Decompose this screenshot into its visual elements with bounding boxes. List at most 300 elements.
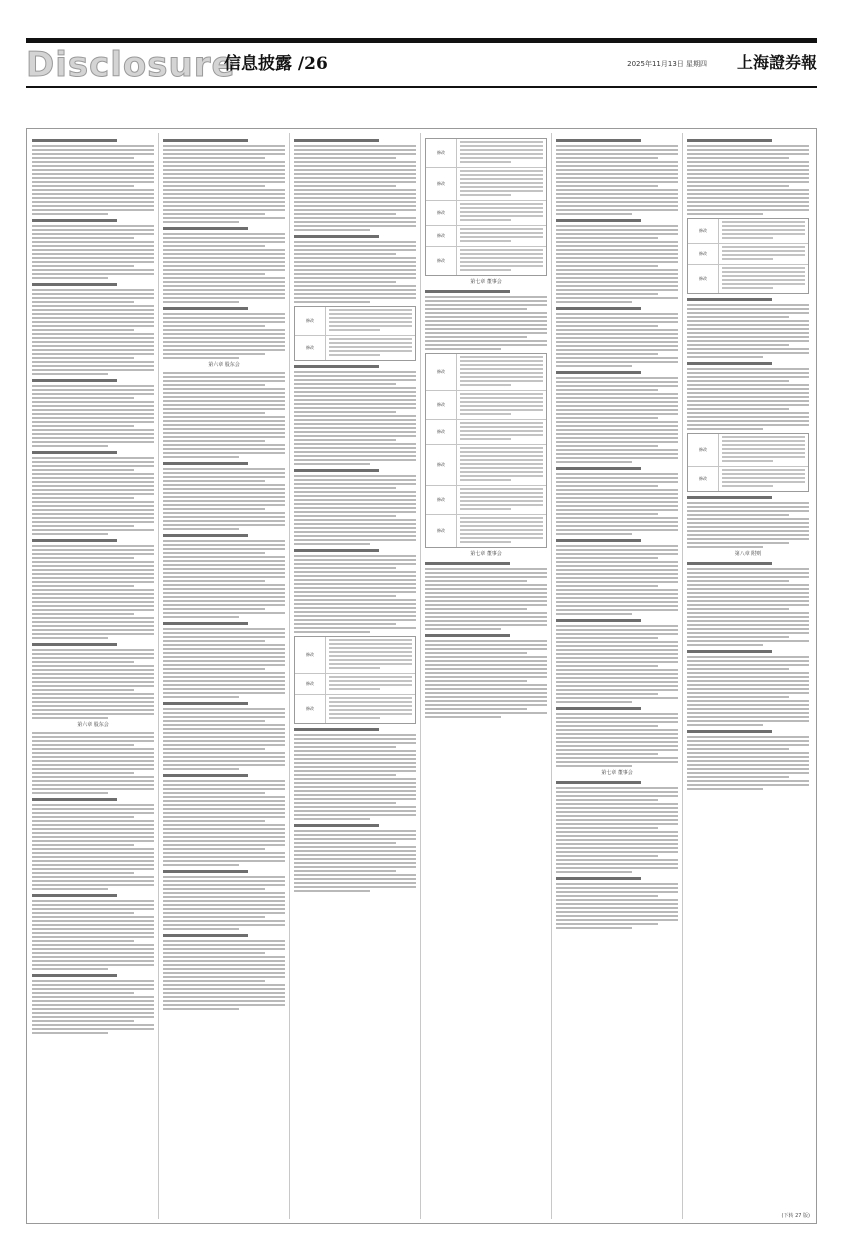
text-line [425, 660, 547, 662]
table-cell [457, 515, 546, 547]
text-line [460, 141, 543, 143]
text-line [460, 207, 543, 209]
text-line [425, 712, 547, 714]
text-line [163, 468, 285, 470]
text-line [32, 149, 154, 151]
text-line [687, 748, 789, 750]
text-line [556, 725, 658, 727]
text-line [556, 477, 678, 479]
text-line [687, 316, 789, 318]
text-line [329, 346, 412, 348]
text-line [32, 433, 154, 435]
text-line [722, 250, 805, 252]
text-line [687, 688, 809, 690]
text-line [460, 157, 543, 159]
text-line [687, 420, 809, 422]
text-line [294, 882, 416, 884]
text-line [425, 668, 547, 670]
text-line [687, 526, 809, 528]
text-line [163, 508, 265, 510]
text-line [460, 422, 543, 424]
text-line [163, 768, 239, 770]
text-line [163, 428, 285, 430]
text-line [687, 680, 809, 682]
text-line [294, 738, 416, 740]
table-row [295, 674, 415, 695]
text-line [32, 397, 134, 399]
text-line [32, 784, 154, 786]
text-line [687, 676, 809, 678]
text-line [687, 768, 809, 770]
clause-heading [556, 539, 641, 542]
text-line [294, 830, 416, 832]
text-line [556, 581, 678, 583]
text-line [722, 254, 805, 256]
text-line [556, 649, 678, 651]
text-line [163, 840, 285, 842]
text-line [460, 186, 543, 188]
text-line [556, 193, 678, 195]
section-brand: Disclosure [26, 45, 236, 85]
text-line [460, 170, 543, 172]
text-line [294, 379, 416, 381]
table-row [295, 695, 415, 723]
text-line [32, 908, 154, 910]
text-line [556, 765, 632, 767]
clause-heading [294, 235, 379, 238]
text-line [294, 563, 416, 565]
text-line [163, 824, 285, 826]
text-line [163, 408, 285, 410]
text-line [460, 401, 543, 403]
text-line [556, 473, 678, 475]
text-line [163, 372, 285, 374]
text-line [687, 580, 789, 582]
text-line [163, 568, 285, 570]
text-line [163, 816, 285, 818]
text-line [163, 153, 285, 155]
text-line [294, 854, 416, 856]
text-line [556, 413, 678, 415]
table-row-label: 修改 [426, 247, 457, 275]
text-line [556, 863, 678, 865]
text-line [32, 920, 154, 922]
text-line [687, 784, 809, 786]
page-label: /26 [297, 54, 328, 74]
text-line [32, 944, 154, 946]
text-line [687, 740, 809, 742]
text-line [556, 241, 678, 243]
text-line [460, 249, 543, 251]
text-line [294, 870, 396, 872]
text-line [687, 672, 809, 674]
text-line [294, 782, 416, 784]
text-line [163, 512, 285, 514]
masthead [26, 46, 817, 86]
text-line [556, 517, 678, 519]
text-line [425, 628, 501, 630]
text-line [294, 451, 416, 453]
text-line [556, 685, 678, 687]
text-line [687, 424, 809, 426]
text-line [556, 233, 678, 235]
text-line [294, 281, 396, 283]
text-line [163, 876, 285, 878]
text-line [294, 371, 416, 373]
clause-heading [425, 634, 510, 637]
text-line [163, 444, 285, 446]
text-line [556, 197, 678, 199]
text-line [163, 612, 285, 614]
table-cell [457, 391, 546, 419]
text-line [329, 350, 412, 352]
text-line [687, 368, 809, 370]
text-line [425, 692, 547, 694]
text-line [556, 589, 678, 591]
text-line [556, 365, 632, 367]
text-line [32, 181, 154, 183]
text-line [460, 467, 543, 469]
text-line [556, 907, 678, 909]
text-line [32, 293, 154, 295]
text-line [722, 456, 805, 458]
text-line [460, 430, 543, 432]
text-line [32, 808, 154, 810]
text-line [163, 780, 285, 782]
text-line [722, 477, 805, 479]
text-line [32, 153, 154, 155]
text-line [556, 389, 658, 391]
text-line [329, 697, 412, 699]
text-line [163, 744, 285, 746]
text-line [32, 760, 154, 762]
text-line [163, 564, 285, 566]
amendment-table [687, 433, 809, 492]
text-line [425, 704, 547, 706]
text-line [294, 149, 416, 151]
text-line [556, 549, 678, 551]
text-line [32, 988, 154, 990]
text-line [294, 774, 396, 776]
text-line [687, 596, 809, 598]
text-line [32, 305, 154, 307]
text-line [556, 321, 678, 323]
edition-date: 2025年11月13日 星期四 [627, 60, 707, 68]
table-row [688, 244, 808, 265]
text-line [32, 145, 154, 147]
text-line [556, 405, 678, 407]
text-line [460, 215, 543, 217]
clause-heading [556, 307, 641, 310]
text-line [294, 297, 416, 299]
text-line [460, 471, 543, 473]
text-line [460, 182, 543, 184]
table-cell [326, 637, 415, 673]
text-line [163, 472, 285, 474]
text-line [460, 253, 543, 255]
text-line [460, 479, 511, 481]
text-line [163, 277, 285, 279]
text-line [460, 360, 543, 362]
text-line [556, 553, 678, 555]
text-line [556, 585, 658, 587]
table-cell [719, 219, 808, 243]
text-line [163, 476, 285, 478]
text-line [294, 249, 416, 251]
text-line [294, 205, 416, 207]
text-line [294, 197, 416, 199]
text-line [163, 944, 285, 946]
text-line [425, 328, 547, 330]
text-line [687, 592, 809, 594]
text-line [294, 543, 370, 545]
text-line [32, 489, 154, 491]
text-line [687, 704, 809, 706]
table-row-label: 修改 [426, 226, 457, 246]
text-line [32, 581, 154, 583]
text-line [163, 588, 285, 590]
text-line [163, 732, 285, 734]
text-line [163, 181, 285, 183]
text-line [32, 317, 154, 319]
text-line [163, 728, 285, 730]
text-line [425, 344, 547, 346]
text-line [294, 507, 416, 509]
text-line [163, 928, 239, 930]
text-line [32, 565, 154, 567]
text-line [32, 657, 154, 659]
text-line [425, 580, 527, 582]
text-line [163, 297, 285, 299]
text-line [32, 633, 154, 635]
text-line [329, 667, 380, 669]
text-line [329, 663, 412, 665]
text-line [329, 676, 412, 678]
text-line [556, 799, 658, 801]
text-line [556, 173, 678, 175]
text-line [687, 157, 789, 159]
text-line [32, 637, 108, 639]
text-line [329, 309, 412, 311]
text-line [294, 261, 416, 263]
text-line [687, 624, 809, 626]
text-line [294, 153, 416, 155]
text-line [460, 190, 543, 192]
text-line [556, 835, 678, 837]
text-line [556, 693, 658, 695]
text-line [294, 770, 416, 772]
text-line [294, 435, 416, 437]
text-line [425, 688, 547, 690]
text-line [556, 493, 678, 495]
text-line [163, 388, 285, 390]
clause-heading [294, 728, 379, 731]
text-line [460, 508, 511, 510]
text-line [460, 413, 511, 415]
text-line [460, 393, 543, 395]
text-line [687, 352, 809, 354]
text-line [32, 609, 154, 611]
text-line [556, 717, 678, 719]
text-line [294, 595, 396, 597]
text-line [163, 424, 285, 426]
text-line [556, 269, 678, 271]
text-line [163, 572, 285, 574]
text-line [163, 145, 285, 147]
text-line [687, 165, 809, 167]
text-line [32, 617, 154, 619]
text-line [556, 653, 678, 655]
text-line [687, 189, 809, 191]
text-line [294, 890, 370, 892]
text-line [32, 860, 154, 862]
text-line [425, 340, 547, 342]
text-line [163, 400, 285, 402]
text-line [32, 904, 154, 906]
text-line [556, 513, 658, 515]
text-line [556, 741, 678, 743]
text-line [32, 357, 134, 359]
text-line [722, 448, 805, 450]
text-line [556, 325, 658, 327]
text-line [294, 245, 416, 247]
text-line [687, 181, 809, 183]
text-line [556, 867, 678, 869]
text-line [425, 676, 547, 678]
text-line [294, 491, 416, 493]
text-line [32, 409, 154, 411]
text-line [556, 417, 658, 419]
text-line [32, 653, 154, 655]
text-line [294, 607, 416, 609]
text-line [294, 619, 416, 621]
text-line [294, 185, 396, 187]
text-line [687, 336, 809, 338]
text-line [163, 904, 285, 906]
text-line [687, 588, 809, 590]
text-line [687, 616, 809, 618]
text-line [163, 764, 285, 766]
text-line [294, 623, 396, 625]
text-line [687, 568, 809, 570]
text-line [294, 459, 416, 461]
text-line [722, 283, 805, 285]
text-line [722, 237, 773, 239]
text-line [556, 903, 678, 905]
text-line [556, 349, 678, 351]
text-line [556, 609, 678, 611]
text-line [32, 289, 154, 291]
text-line [556, 681, 678, 683]
text-line [425, 320, 547, 322]
text-line [163, 600, 285, 602]
text-line [32, 960, 154, 962]
table-row [426, 139, 546, 168]
text-line [32, 1004, 154, 1006]
table-cell [457, 247, 546, 275]
text-line [32, 625, 154, 627]
text-line [32, 1020, 134, 1022]
text-line [163, 496, 285, 498]
text-line [163, 492, 285, 494]
text-line [32, 529, 154, 531]
text-line [32, 984, 154, 986]
text-line [294, 790, 416, 792]
clause-heading [163, 227, 248, 230]
table-cell [719, 434, 808, 466]
text-line [294, 874, 416, 876]
text-line [294, 531, 416, 533]
text-line [556, 827, 658, 829]
text-line [556, 637, 658, 639]
text-line [32, 157, 134, 159]
clause-heading [163, 870, 248, 873]
text-line [163, 788, 285, 790]
text-line [32, 421, 154, 423]
text-line [556, 201, 678, 203]
text-line [556, 397, 678, 399]
text-line [722, 287, 773, 289]
text-line [163, 976, 285, 978]
text-line [32, 740, 154, 742]
text-line [556, 557, 658, 559]
text-line [687, 764, 809, 766]
text-line [32, 868, 154, 870]
text-line [32, 257, 154, 259]
text-line [163, 576, 285, 578]
text-line [163, 784, 285, 786]
text-line [294, 483, 416, 485]
text-line [687, 502, 809, 504]
column-divider [420, 133, 421, 1219]
text-line [163, 920, 285, 922]
text-line [556, 927, 632, 929]
text-line [294, 742, 416, 744]
text-line [163, 480, 265, 482]
text-line [32, 685, 154, 687]
text-line [163, 169, 285, 171]
text-line [556, 665, 658, 667]
clause-heading [163, 702, 248, 705]
text-line [32, 840, 154, 842]
text-line [556, 733, 678, 735]
text-line [294, 169, 416, 171]
text-line [163, 261, 285, 263]
text-line [722, 267, 805, 269]
text-line [556, 401, 678, 403]
text-line [32, 629, 154, 631]
text-line [556, 177, 678, 179]
text-line [329, 713, 412, 715]
text-line [294, 487, 396, 489]
text-line [32, 265, 134, 267]
text-line [163, 488, 285, 490]
text-line [32, 1008, 154, 1010]
clause-heading [556, 139, 641, 142]
table-row [295, 637, 415, 674]
text-line [163, 804, 285, 806]
text-line [687, 400, 809, 402]
clause-heading [687, 362, 772, 365]
text-line [687, 530, 809, 532]
text-line [425, 568, 547, 570]
text-line [556, 895, 658, 897]
text-line [294, 173, 416, 175]
text-line [687, 169, 809, 171]
text-line [294, 293, 416, 295]
text-line [425, 304, 547, 306]
text-line [32, 525, 134, 527]
